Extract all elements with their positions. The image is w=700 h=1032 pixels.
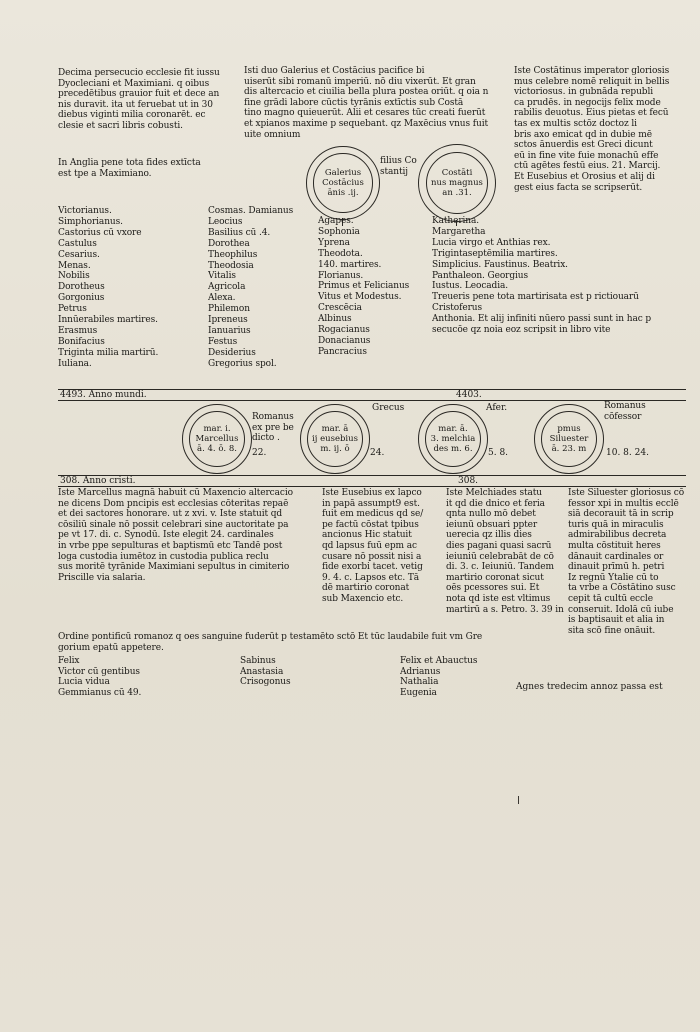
martyr-name: Theodota. (318, 248, 363, 259)
text-line: cōsiliū sinale nō possit celebrari sine auctoritate pa (58, 519, 289, 530)
martyr-name: Ipreneus (208, 315, 248, 326)
martyr-name: Dorotheus (58, 282, 105, 293)
medallion-count: 5. 8. (488, 448, 509, 458)
text-line: oēs pcessores sui. Et (446, 583, 540, 594)
medallion-line: mar. ā. (438, 423, 468, 434)
text-line: est tpe a Maximiano. (58, 168, 152, 179)
agnes-note: Agnes tredecim annoz passa est (516, 682, 663, 692)
text-line: ca prudēs. in negocijs felix mode (514, 97, 661, 108)
afer-label: Afer. (486, 403, 508, 413)
martyr-name: Simplicius. Faustinus. Beatrix. (432, 259, 568, 270)
martyr-name: Vitalis (208, 271, 236, 282)
anno-christi-label: 308. Anno cristi. (60, 476, 136, 486)
text-line: pe factū cōstat tpibus (322, 519, 419, 530)
text-line: multa cōstituit heres (568, 540, 661, 551)
medallion-line: pmus (557, 423, 581, 434)
text-line: Priscille via salaria. (58, 572, 146, 583)
martyr-name: Vitus et Modestus. (318, 292, 402, 303)
text-line: tino magno quieuerūt. Alii et cesares tūc creati fuerūt (244, 108, 486, 119)
martyr-name: Anastasia (240, 666, 284, 677)
martyr-name: Trigintaseptēmilia martires. (432, 248, 558, 259)
medallion-line: mar. ā (321, 423, 349, 434)
text-line: di. 3. c. Ieiuniū. Tandem (446, 562, 554, 573)
martyr-name: Margaretha (432, 226, 486, 237)
medallion-line: mar. i. (203, 423, 231, 434)
ink-mark (518, 796, 519, 804)
text-line: martirio coronat sicut (446, 572, 544, 583)
martyr-name: Agapes. (318, 216, 354, 226)
martyrs-col-1 (58, 206, 208, 370)
medallion-line: Costācius (322, 178, 364, 188)
text-line: fessor xpi in multis ecclē (568, 498, 679, 509)
martyr-name: Cesarius. (58, 249, 100, 260)
text-line: sub Maxencio etc. (322, 593, 404, 604)
martyr-name: Nobilis (58, 271, 90, 282)
text-line: eū in fine vite fuie monachū effe (514, 150, 659, 161)
pope-text-marcellus (58, 488, 320, 583)
text-line: diebus viginti milia coronarēt. ec (58, 110, 206, 121)
medallion-line: ā. 4. ō. 8. (197, 443, 237, 454)
pope-text-silvester (568, 488, 686, 636)
year-numeral: 4403. (456, 390, 482, 400)
text-line: mus celebre nomē reliquit in bellis (514, 76, 670, 87)
text-line: nota qd iste est vltimus (446, 593, 551, 604)
text-line: sus moritē tyrānide Maximiani sepultus in cimiterio (58, 562, 290, 573)
martyr-name: Festus (208, 336, 238, 347)
text-line: victoriosus. in gubnāda republi (514, 87, 654, 98)
text-line: fine grādi labore cūctis tyrānis extīctis sub Costā (244, 97, 464, 108)
medallion-line: an .31. (442, 187, 472, 198)
martyr-name: Albinus (318, 314, 352, 325)
text-line: nis duravit. ita ut feruebat ut in 30 (58, 99, 213, 110)
martyr-name: Triginta milia martirū. (58, 347, 159, 358)
martyr-name: Pancracius (318, 346, 367, 357)
martyr-name: Donacianus (318, 335, 371, 346)
martyr-name: Yprena (318, 237, 350, 248)
pope-medallion-silvester (534, 404, 604, 474)
text-line: Romanus (604, 401, 646, 411)
text-line: clesie et sacri libris cobusti. (58, 120, 183, 131)
text-line: sita scō fine onāuit. (568, 625, 656, 636)
martyr-name: Castorius cū vxore (58, 227, 142, 238)
medallion-count: 22. (252, 448, 267, 458)
text-line: dicto . (252, 433, 280, 444)
martyr-name: Panthaleon. Georgius (432, 270, 529, 281)
text-line: cōfessor (604, 411, 642, 422)
bottom-col-1 (58, 656, 208, 698)
text-line: 9. 4. c. Lapsos etc. Tā (322, 572, 420, 583)
text-line: gest eius facta se scripserūt. (514, 182, 643, 193)
text-line: rabilis deuotus. Eius pietas et fecū (514, 108, 669, 119)
grecus-label: Grecus (372, 403, 405, 413)
text-line: dānauit cardinales or (568, 551, 664, 562)
medallion-line: nus magnus (431, 177, 483, 188)
text-line: in vrbe ppe sepulturas et baptismū etc Tandē post (58, 540, 283, 551)
martyr-name: Basilius cū .4. (208, 227, 271, 238)
medallion-count: 24. (370, 448, 385, 458)
text-line: sctos ānuerdis est Greci dicunt (514, 140, 653, 151)
text-line: qnta nullo mō debet (446, 509, 536, 520)
martyr-name: Theodosia (208, 260, 254, 271)
text-line: In Anglia pene tota fides extīcta (58, 158, 201, 168)
martyr-name: Desiderius (208, 347, 256, 358)
text-line: Decima persecucio ecclesie fit iussu (58, 68, 220, 78)
text-line: Iste Costātinus imperator gloriosis (514, 66, 670, 76)
text-line: pe vt 17. di. c. Synodū. Iste elegit 24. cardinales (58, 530, 274, 541)
anglia-note (58, 158, 236, 179)
text-line: et dei sactores honorare. ut z xvi. v. Iste statuit qd (58, 509, 283, 520)
text-line: in papā assumpt9 est. (322, 498, 420, 509)
martyr-name: Erasmus (58, 325, 98, 336)
martyr-name: Lucia vidua (58, 677, 110, 688)
text-line: it qd die dnico et feria (446, 498, 545, 509)
martyrs-col-3 (318, 216, 428, 358)
text-line: Iste Marcellus magnā habuit cū Maxencio altercacio (58, 488, 293, 498)
year-numeral: 308. (458, 476, 479, 486)
text-line: cusare nō possit nisi a (322, 551, 422, 562)
band-rule-top (58, 389, 686, 390)
medallion-count: 10. 8. 24. (606, 448, 649, 458)
constantinus-medallion (418, 144, 496, 222)
martyr-name: Menas. (58, 260, 91, 271)
medallion-line: Siluester (549, 433, 589, 444)
text-line: uite omnium (244, 129, 301, 140)
band-rule-bottom (58, 486, 686, 487)
martyr-name: Katherina. (432, 216, 480, 226)
text-line: ne dicens Dom pncipis est ecclesias cōteritas repaē (58, 498, 289, 509)
martyr-name: Ianuarius (208, 325, 251, 336)
text-line: bris axo emicat qd in dubie mē (514, 129, 652, 140)
martyr-name: Innūerabiles martires. (58, 315, 158, 326)
text-line: dies pagani quasi sacrū (446, 540, 552, 551)
text-line: Iste Siluester gloriosus cō (568, 488, 685, 498)
text-line: ieiunū obsuari ppter (446, 519, 538, 530)
galerius-medallion (306, 146, 380, 220)
martyr-name: Theophilus (208, 249, 258, 260)
pope-text-eusebius (322, 488, 440, 605)
martyr-name: Agricola (208, 282, 246, 293)
martyr-name: secucōe qz noia eoz scripsit in libro vite (432, 325, 611, 336)
text-line: Isti duo Galerius et Costācius pacifice bi (244, 66, 425, 76)
martyr-name: Gregorius spol. (208, 358, 277, 369)
martyr-name: Bonifacius (58, 336, 105, 347)
pope-medallion-marcellus (182, 404, 252, 474)
text-line: Romanus (252, 412, 294, 422)
text-line: ex pre be (252, 422, 294, 433)
text-line: is baptisauit et alia in (568, 615, 665, 626)
pope-medallion-melchiades (418, 404, 488, 474)
text-line: precedētibus grauior fuit et dece an (58, 89, 220, 100)
martyr-name: Primus et Felicianus (318, 281, 410, 292)
martyr-name: 140. martires. (318, 259, 382, 270)
martyr-name: Crescēcia (318, 303, 362, 314)
text-line: qd lapsus fuū epm ac (322, 540, 417, 551)
martyr-name: Gorgonius (58, 293, 105, 304)
martyr-name: Dorothea (208, 238, 250, 249)
text-line: uiserūt sibi romanū imperiū. nō diu vixerūt. Et gran (244, 76, 476, 87)
martyr-name: Anthonia. Et alij infiniti nūero passi sunt in hac p (432, 314, 652, 325)
martyr-name: Cristoferus (432, 303, 482, 314)
martyrs-col-2 (208, 206, 308, 370)
martyr-name: Sophonia (318, 226, 360, 237)
text-line: ancionus Hic statuit (322, 530, 412, 541)
martyr-name: Petrus (58, 304, 87, 315)
martyr-name: Castulus (58, 238, 97, 249)
text-line: admirabilibus decreta (568, 530, 667, 541)
martyr-name: Alexa. (208, 293, 236, 304)
text-line: cepit tā cultū eccle (568, 593, 653, 604)
martyr-name: Iuliana. (58, 358, 92, 369)
bottom-intro (58, 632, 558, 653)
galerius-text (244, 66, 512, 140)
martyr-name: Eugenia (400, 687, 437, 698)
text-line: uerecia qz illis dies (446, 530, 532, 541)
martyr-name: Philemon (208, 304, 250, 315)
pope-text-melchiades (446, 488, 566, 615)
martyr-name: Adrianus (400, 666, 441, 677)
medallion-line: ānis .ij. (327, 188, 359, 198)
martyr-name: Sabinus (240, 656, 276, 666)
medallion-line: ij eusebius (312, 433, 358, 444)
text-line: dis altercacio et ciuilia bella plura postea oriūt. q oia n (244, 87, 489, 98)
bottom-col-3 (400, 656, 520, 698)
text-line: stantij (380, 166, 408, 177)
text-line: Ordine pontificū romanoz q oes sanguine fuderūt p testamēto sctō Et tūc laudabile fuit vm Gre (58, 632, 483, 642)
text-line: tas ex multis sctōz doctoz li (514, 118, 637, 129)
martyrs-col-4 (432, 216, 686, 336)
text-line: martirū a s. Petro. 3. 39 in (446, 604, 564, 615)
text-line: fuit em medicus qd se/ (322, 509, 424, 520)
martyr-name: Crisogonus (240, 677, 291, 688)
martyr-name: Treueris pene tota martirisata est p rictiouarū (432, 292, 639, 303)
martyr-name: Felix et Abauctus (400, 656, 478, 666)
text-line: loga custodia iumētoz in custodia publica reclu (58, 551, 269, 562)
text-line: siā decorauit tā in scrip (568, 509, 674, 520)
romanus-right-label (604, 401, 674, 422)
bottom-col-2 (240, 656, 360, 688)
martyr-name: Leocius (208, 216, 243, 227)
medallion-line: Marcellus (195, 433, 239, 444)
text-line: dē martirio coronat (322, 583, 410, 594)
text-line: Iste Melchiades statu (446, 488, 542, 498)
anno-mundi-label: 4493. Anno mundi. (60, 390, 147, 400)
medallion-line: 3. melchia (430, 433, 476, 444)
band-rule-mid (58, 400, 686, 401)
text-line: turis quā in miraculis (568, 519, 664, 530)
band-rule-lower (58, 475, 686, 476)
martyr-name: Simphorianus. (58, 216, 123, 227)
text-line: ieiuniū celebrabāt de cō (446, 551, 554, 562)
martyr-name: Victor cū gentibus (58, 666, 140, 677)
text-line: Iz regnū Ytalie cū to (568, 572, 659, 583)
martyr-name: Gemmianus cū 49. (58, 687, 142, 698)
martyr-name: Rogacianus (318, 325, 370, 336)
medallion-line: Costāti (441, 167, 473, 178)
martyr-name: Nathalia (400, 677, 439, 688)
text-line: ta vrbe a Cōstātino susc (568, 583, 676, 594)
text-line: conseruit. Idolā cū iube (568, 604, 674, 615)
text-line: Dyocleciani et Maximiani. q oibus (58, 78, 210, 89)
text-line: dinauit prīmū h. petri (568, 562, 665, 573)
text-line: ctū agētes festū eius. 21. Marcij. (514, 161, 661, 172)
persecution-intro (58, 68, 236, 132)
text-line: et xpianos maxime p sequebant. qz Maxēcius vnus fuit (244, 118, 488, 129)
medallion-line: m. ij. ō (320, 443, 350, 454)
martyr-name: Felix (58, 656, 80, 666)
pope-medallion-eusebius (300, 404, 370, 474)
martyr-name: Lucia virgo et Anthias rex. (432, 237, 551, 248)
text-line: Et Eusebius et Orosius et alij di (514, 171, 655, 182)
medallion-line: des m. 6. (433, 443, 473, 454)
constantinus-text (514, 66, 686, 193)
martyr-name: Cosmas. Damianus (208, 206, 294, 216)
medallion-line: ā. 23. m (551, 443, 587, 454)
martyr-name: Iustus. Leocadia. (432, 281, 509, 292)
medallion-line: Galerius (324, 168, 362, 178)
martyr-name: Victorianus. (58, 206, 112, 216)
text-line: gorium epatū appetere. (58, 642, 164, 653)
martyr-name: Florianus. (318, 270, 364, 281)
text-line: filius Co (380, 156, 417, 166)
text-line: Iste Eusebius ex lapco (322, 488, 422, 498)
text-line: fide exorbi tacet. vetig (322, 562, 423, 573)
